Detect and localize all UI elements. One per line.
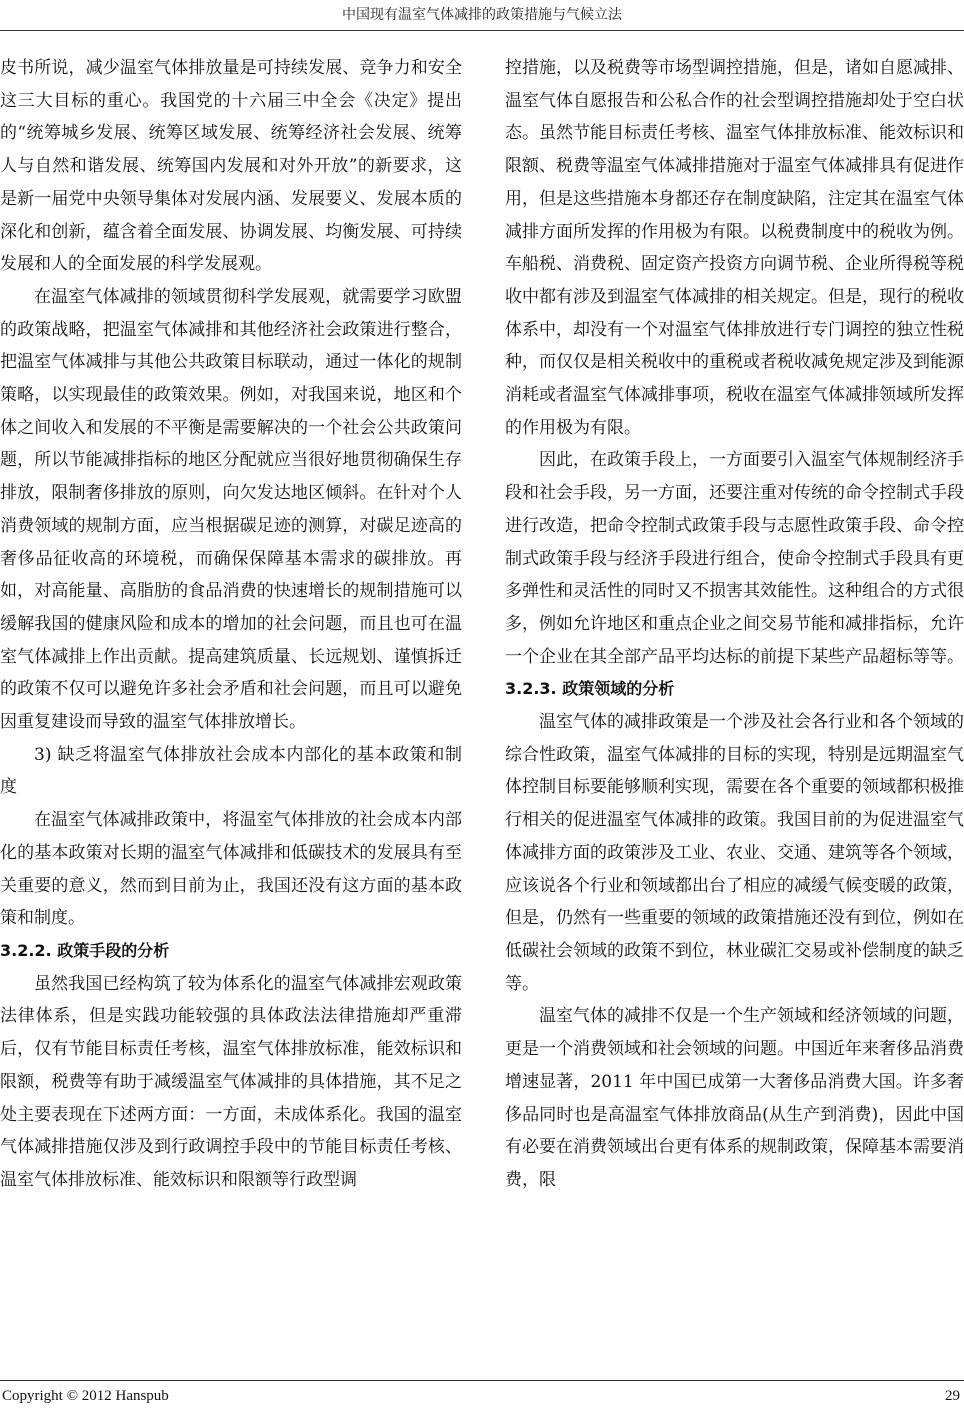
- paragraph: 控措施，以及税费等市场型调控措施，但是，诸如自愿减排、温室气体自愿报告和公私合作的社会型调控措施却处于空白状态。虽然节能目标责任考核、温室气体排放标准、能效标识和限额、税费等温室气体减排措施对于温室气体减排具有促进作用，但是这些措施本身都还存在制度缺陷，注定其在温室气体减排方面所发挥的作用极为有限。以税费制度中的税收为例。车船税、消费税、固定资产投资方向调节税、企业所得税等税收中都有涉及到温室气体减排的相关规定。但是，现行的税收体系中，却没有一个对温室气体排放进行专门调控的独立性税种，而仅仅是相关税收中的重税或者税收减免规定涉及到能源消耗或者温室气体减排事项，税收在温室气体减排领域所发挥的作用极为有限。: [505, 58, 964, 438]
- list-item: 3) 缺乏将温室气体排放社会成本内部化的基本政策和制度: [0, 744, 462, 798]
- header-divider: [0, 30, 964, 31]
- section-heading: 3.2.3. 政策领域的分析: [505, 679, 675, 699]
- paragraph: 虽然我国已经构筑了较为体系化的温室气体减排宏观政策法律体系，但是实践功能较强的具体政法法律措施却严重滞后，仅有节能目标责任考核，温室气体排放标准，能效标识和限额，税费等有助于减缓温室气体减排的具体措施，其不足之处主要表现在下述两方面：一方面，未成体系化。我国的温室气体减排措施仅涉及到行政调控手段中的节能目标责任考核、温室气体排放标准、能效标识和限额等行政型调: [0, 973, 462, 1190]
- footer-divider: [0, 1380, 964, 1381]
- paragraph: 温室气体的减排政策是一个涉及社会各行业和各个领域的综合性政策，温室气体减排的目标的实现，特别是远期温室气体控制目标要能够顺利实现，需要在各个重要的领域都积极推行相关的促进温室气体减排的政策。我国目前的为促进温室气体减排方面的政策涉及工业、农业、交通、建筑等各个领域，应该说各个行业和领域都出台了相应的减缓气候变暖的政策，但是，仍然有一些重要的领域的政策措施还没有到位，例如在低碳社会领域的政策不到位，林业碳汇交易或补偿制度的缺乏等。: [505, 712, 964, 994]
- left-column: [0, 52, 462, 1197]
- paragraph: 在温室气体减排政策中，将温室气体排放的社会成本内部化的基本政策对长期的温室气体减排和低碳技术的发展具有至关重要的意义，然而到目前为止，我国还没有这方面的基本政策和制度。: [0, 810, 462, 929]
- section-heading: 3.2.2. 政策手段的分析: [0, 940, 170, 960]
- paragraph: 在温室气体减排的领域贯彻科学发展观，就需要学习欧盟的政策战略，把温室气体减排和其他经济社会政策进行整合，把温室气体减排与其他公共政策目标联动，通过一体化的规制策略，以实现最佳的政策效果。例如，对我国来说，地区和个体之间收入和发展的不平衡是需要解决的一个社会公共政策问题，所以节能减排指标的地区分配就应当很好地贯彻确保生存排放，限制奢侈排放的原则，向欠发达地区倾斜。在针对个人消费领域的规制方面，应当根据碳足迹的测算，对碳足迹高的奢侈品征收高的环境税，而确保保障基本需求的碳排放。再如，对高能量、高脂肪的食品消费的快速增长的规制措施可以缓解我国的健康风险和成本的增加的社会问题，而且也可在温室气体减排上作出贡献。提高建筑质量、长远规划、谨慎拆迁的政策不仅可以避免许多社会矛盾和社会问题，而且可以避免因重复建设而导致的温室气体排放增长。: [0, 286, 462, 733]
- copyright-notice: Copyright © 2012 Hanspub: [2, 1388, 169, 1404]
- paragraph: 皮书所说，减少温室气体排放量是可持续发展、竞争力和安全这三大目标的重心。我国党的十六届三中全会《决定》提出的“统筹城乡发展、统筹区域发展、统筹经济社会发展、统筹人与自然和谐发展、统筹国内发展和对外开放”的新要求，这是新一届党中央领导集体对发展内涵、发展要义、发展本质的深化和创新，蕴含着全面发展、协调发展、均衡发展、可持续发展和人的全面发展的科学发展观。: [0, 58, 462, 275]
- paragraph: 温室气体的减排不仅是一个生产领域和经济领域的问题，更是一个消费领域和社会领域的问题。中国近年来奢侈品消费增速显著，2011 年中国已成第一大奢侈品消费大国。许多奢侈品同时也是高温室气体排放商品(从生产到消费)，因此中国有必要在消费领域出台更有体系的规制政策，保障基本需要消费，限: [505, 1006, 964, 1190]
- paragraph: 因此，在政策手段上，一方面要引入温室气体规制经济手段和社会手段，另一方面，还要注重对传统的命令控制式手段进行改造，把命令控制式政策手段与志愿性政策手段、命令控制式政策手段与经济手段进行组合，使命令控制式手段具有更多弹性和灵活性的同时又不损害其效能性。这种组合的方式很多，例如允许地区和重点企业之间交易节能和减排指标，允许一个企业在其全部产品平均达标的前提下某些产品超标等等。: [505, 450, 964, 667]
- right-column: [505, 52, 964, 1197]
- page-number: 29: [945, 1388, 960, 1404]
- running-header: 中国现有温室气体减排的政策措施与气候立法: [342, 7, 622, 23]
